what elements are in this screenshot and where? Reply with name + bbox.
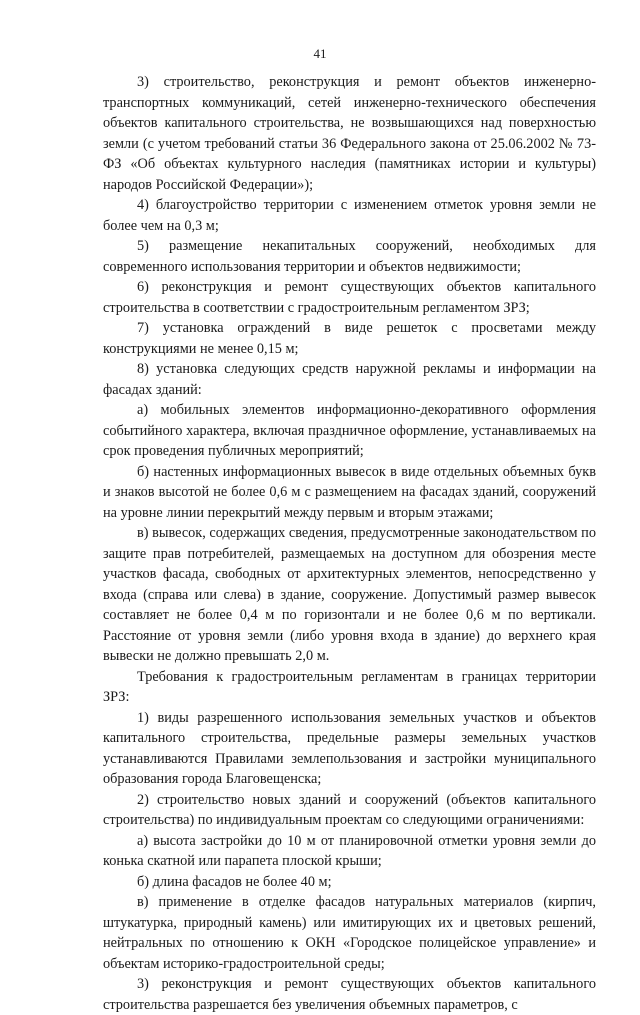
paragraph: 4) благоустройство территории с изменением отметок уровня земли не более чем на 0,3 м; (103, 197, 596, 234)
page-number: 41 (313, 46, 327, 61)
paragraph: 7) установка ограждений в виде решеток с просветами между конструкциями не менее 0,15 м; (103, 320, 596, 357)
paragraph: в) применение в отделке фасадов натуральных материалов (кирпич, штукатурка, природный камень) или имитирующих их и цветовых решений, нейтральных по отношению к ОКН «Городское полицейское управление» и объектам историко-градостроительной среды; (103, 894, 596, 972)
paragraph: 6) реконструкция и ремонт существующих объектов капитального строительства в соответствии с градостроительным регламентом ЗРЗ; (103, 279, 596, 316)
paragraph: 8) установка следующих средств наружной рекламы и информации на фасадах зданий: (103, 361, 596, 398)
paragraph: 2) строительство новых зданий и сооружений (объектов капитального строительства) по индивидуальным проектам со следующими ограничениями: (103, 791, 596, 828)
paragraph: 1) виды разрешенного использования земельных участков и объектов капитального строительства, предельные размеры земельных участков устанавливаются Правилами землепользования и застройки муниципального образования города Благовещенска; (103, 709, 596, 787)
paragraph: Требования к градостроительным регламентам в границах территории ЗРЗ: (103, 668, 596, 705)
document-body (103, 72, 596, 1015)
paragraph: 3) реконструкция и ремонт существующих объектов капитального строительства разрешается без увеличения объемных параметров, с (103, 976, 596, 1013)
paragraph: б) длина фасадов не более 40 м; (137, 873, 332, 890)
paragraph: а) мобильных элементов информационно-декоративного оформления событийного характера, включая праздничное оформление, устанавливаемых на срок проведения публичных мероприятий; (103, 402, 596, 459)
paragraph: 3) строительство, реконструкция и ремонт объектов инженерно-транспортных коммуникаций, сетей инженерно-технического обеспечения объектов капитального строительства, не возвышающихся над поверхностью земли (с учетом требований статьи 36 Федерального закона от 25.06.2002 № 73-ФЗ «Об объектах культурного наследия (памятниках истории и культуры) народов Российской Федерации»); (103, 74, 596, 193)
paragraph: а) высота застройки до 10 м от планировочной отметки уровня земли до конька скатной или парапета плоской крыши; (103, 832, 596, 869)
paragraph: б) настенных информационных вывесок в виде отдельных объемных букв и знаков высотой не более 0,6 м с размещением на фасадах зданий, сооружений на уровне линии перекрытий между первым и вторым этажами; (103, 463, 596, 521)
paragraph: в) вывесок, содержащих сведения, предусмотренные законодательством по защите прав потребителей, размещаемых на доступном для обозрения месте участков фасада, свободных от архитектурных элементов, непосредственно у входа (справа или слева) в здание, сооружение. Допустимый размер вывесок составляет не более 0,4 м по горизонтали и не более 0,6 м по вертикали. Расстояние от уровня земли (либо уровня входа в здание) до верхнего края вывески не должно превышать 2,0 м. (103, 525, 596, 664)
paragraph: 5) размещение некапитальных сооружений, необходимых для современного использования территории и объектов недвижимости; (103, 238, 596, 275)
